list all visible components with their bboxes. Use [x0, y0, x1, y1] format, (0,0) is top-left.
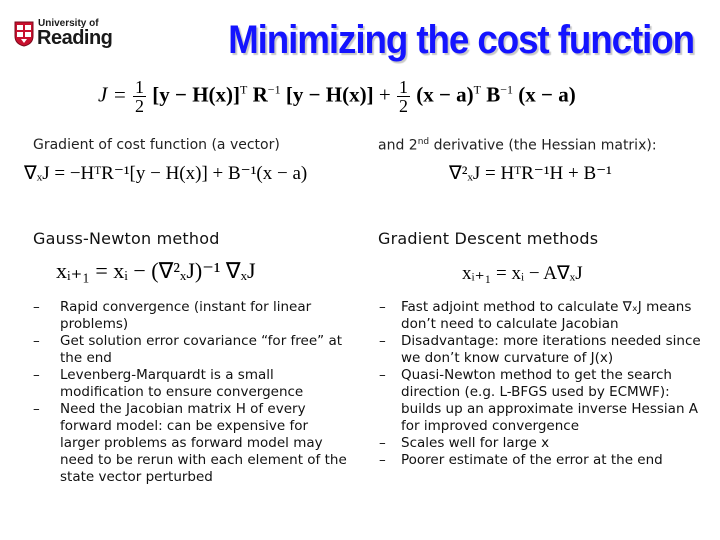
gradient-caption: Gradient of cost function (a vector): [33, 137, 280, 153]
hessian-caption: and 2nd derivative (the Hessian matrix):: [378, 137, 657, 154]
gauss-newton-heading: Gauss-Newton method: [33, 229, 220, 248]
logo-line1: University of: [38, 18, 99, 29]
university-logo: [14, 18, 114, 54]
eq-term3: (x − a): [416, 82, 474, 107]
eq-B: B: [486, 82, 501, 107]
gradient-descent-heading: Gradient Descent methods: [378, 229, 599, 248]
eq-half-2: $\frac{1}{2}$: [398, 77, 408, 116]
list-item: – Levenberg-Marquardt is a small modification to ensure convergence: [33, 367, 304, 400]
cost-function-equation: J = $\frac{1}{2}$ $[y - H(x)]^T$ $R^{-1}$ [y − H(x)] + $\frac{1}{2}$ $(x - a)^T$ $B^{-1}$ (x − a): [98, 77, 576, 116]
eq-term1: [y − H(x)]: [152, 82, 241, 107]
eq-half: $\frac{1}{2}$: [135, 77, 144, 116]
list-item: – Rapid convergence (instant for linear problems): [33, 299, 312, 332]
list-item: – Get solution error covariance “for free” at the end: [33, 333, 343, 366]
gauss-newton-list: [33, 299, 351, 486]
eq-term2: [y − H(x)]: [285, 82, 374, 107]
crest-icon: [14, 21, 34, 47]
hessian-equation: ∇²ₓJ = HᵀR⁻¹H + B⁻¹: [449, 163, 612, 184]
list-item: – Need the Jacobian matrix H of every forward model: can be expensive for larger problems as forward model may need to be rerun with each element of the state vector perturbed: [33, 401, 347, 485]
list-item: – Scales well for large x: [379, 435, 550, 451]
gradient-descent-update-equation: xᵢ₊₁ = xᵢ − A∇ₓJ: [462, 263, 583, 284]
slide-title: Minimizing the cost function: [228, 18, 694, 62]
eq-lhs: J =: [98, 82, 127, 107]
list-item: – Fast adjoint method to calculate ∇ₓJ means don’t need to calculate Jacobian: [379, 299, 692, 332]
gradient-descent-list: [379, 299, 709, 469]
eq-term4: (x − a): [518, 82, 576, 107]
gauss-newton-update-equation: xᵢ₊₁ = xᵢ − (∇²ₓJ)⁻¹ ∇ₓJ: [56, 258, 256, 283]
list-item: – Disadvantage: more iterations needed since we don’t know curvature of J(x): [379, 333, 701, 366]
gradient-equation: ∇ₓJ = −HᵀR⁻¹[y − H(x)] + B⁻¹(x − a): [24, 163, 308, 184]
list-item: – Quasi-Newton method to get the search direction (e.g. L-BFGS used by ECMWF): builds up an approximate inverse Hessian A for improved convergence: [379, 367, 699, 434]
logo-line2: Reading: [37, 27, 113, 49]
eq-R: R: [252, 82, 268, 107]
list-item: – Poorer estimate of the error at the end: [379, 452, 663, 468]
